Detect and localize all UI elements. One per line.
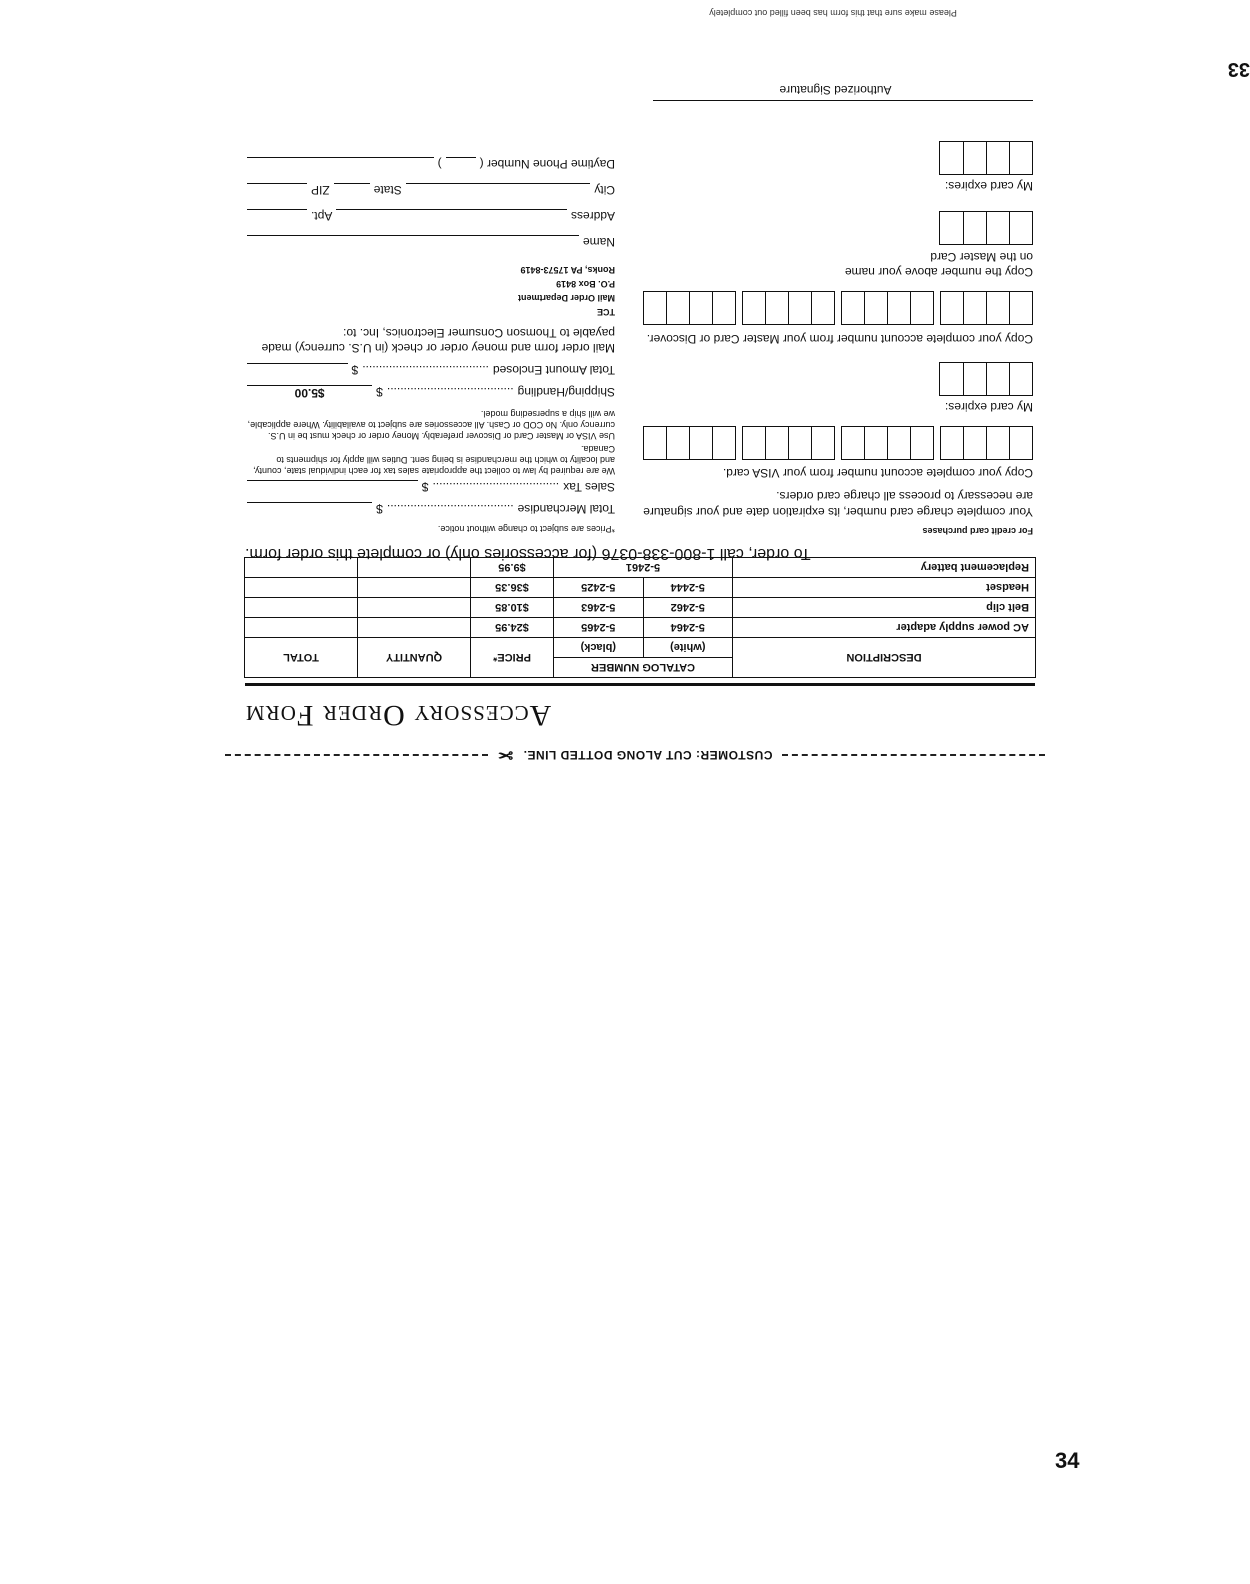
visa-number-boxes[interactable]	[638, 426, 1033, 460]
row-price: $9.95	[471, 558, 554, 578]
table-row	[245, 578, 1036, 598]
scissors-icon: ✂	[497, 745, 514, 766]
city-field[interactable]	[406, 183, 591, 184]
name-line	[247, 235, 615, 249]
zip-field[interactable]	[247, 183, 307, 184]
row-total-field[interactable]	[245, 618, 358, 638]
header-description: DESCRIPTION	[733, 638, 1036, 678]
row-price: $24.95	[471, 618, 554, 638]
credit-intro: Your complete charge card number, its expiration date and your signature are necessary to process all charge card orders.	[643, 489, 1033, 519]
row-total-field[interactable]	[245, 598, 358, 618]
enclosed-field[interactable]	[247, 363, 348, 364]
row-quantity-field[interactable]	[358, 598, 471, 618]
area-code-field[interactable]	[446, 157, 476, 158]
header-quantity: QUANTITY	[358, 638, 471, 678]
sales-tax-line: Sales Tax ...................................... $	[247, 480, 615, 494]
mc-number-boxes[interactable]	[638, 291, 1033, 325]
mc-expiry-boxes[interactable]	[939, 141, 1033, 175]
zip-label: ZIP	[311, 183, 330, 197]
state-field[interactable]	[334, 183, 370, 184]
mc-copy-label: Copy your complete account number from your Master Card or Discover.	[646, 332, 1033, 346]
row-white: 5-2444	[643, 578, 732, 598]
mail-instructions: Mail order form and money order or check (in U.S. currency) made payable to Thomson Consumer Electronics, Inc. to:	[261, 326, 615, 355]
table-row	[245, 618, 1036, 638]
name-field[interactable]	[247, 235, 579, 236]
cut-instruction: CUSTOMER: CUT ALONG DOTTED LINE.	[523, 748, 773, 762]
visa-expiry-boxes[interactable]	[939, 362, 1033, 396]
row-description: AC power supply adapter	[733, 618, 1036, 638]
page-number-upper: 33	[1227, 58, 1250, 80]
header-catalog: CATALOG NUMBER	[554, 658, 733, 678]
apt-field[interactable]	[247, 209, 307, 210]
tax-note: We are required by law to collect the appropriate sales tax for each individual state, county, and locality to which the merchandise is being sent. Duties will apply for shipments to Canada.	[253, 444, 615, 476]
name-label: Name	[582, 235, 615, 249]
shipping-line: Shipping/Handling ...................................... $ $5.00	[247, 385, 615, 400]
row-price: $10.85	[471, 598, 554, 618]
phone-field[interactable]	[247, 157, 434, 158]
row-description: Headset	[733, 578, 1036, 598]
city-label: City	[594, 183, 615, 197]
sales-tax-label: Sales Tax	[563, 480, 615, 494]
header-white: (white)	[643, 638, 732, 658]
page-number-lower: 34	[1055, 1448, 1080, 1473]
credit-card-section	[638, 83, 1033, 536]
merchandise-label: Total Merchandise	[517, 502, 615, 516]
mail-address: TCE Mail Order Department P.O. Box 8419 Ronks, PA 17573-8419	[517, 265, 615, 317]
row-description: Replacement battery	[733, 558, 1036, 578]
row-quantity-field[interactable]	[358, 618, 471, 638]
cut-line	[225, 740, 1045, 770]
row-white: 5-2464	[643, 618, 732, 638]
sales-tax-field[interactable]	[247, 480, 418, 481]
mc-name-label: Copy the number above your name on the Master Card	[844, 250, 1033, 279]
row-black: 5-2463	[554, 598, 644, 618]
row-quantity-field[interactable]	[358, 578, 471, 598]
shipping-amount: $5.00	[247, 385, 372, 400]
row-catalog: 5-2461	[554, 558, 733, 578]
phone-label: Daytime Phone Number (	[479, 157, 615, 171]
city-line	[247, 183, 615, 197]
state-label: State	[373, 183, 402, 197]
signature-line[interactable]	[653, 100, 1033, 101]
merchandise-field[interactable]	[247, 502, 372, 503]
table-row	[245, 598, 1036, 618]
visa-copy-label: Copy your complete account number from your VISA card.	[722, 466, 1033, 480]
phone-line: Daytime Phone Number ( )	[247, 157, 615, 171]
title-rule	[245, 683, 1035, 686]
row-price: $36.35	[471, 578, 554, 598]
footer-note: Please make sure that this form has been filled out completely	[709, 8, 957, 18]
row-black: 5-2465	[554, 618, 644, 638]
totals-section	[247, 157, 615, 534]
payment-note: Use VISA or Master Card or Discover preferably. Money order or check must be in U.S. currency only. No COD or Cash. All accessories are subject to availability. Where applicable, we will ship a superseding model.	[247, 409, 615, 441]
inverted-order-form-half	[225, 0, 1250, 770]
address-field[interactable]	[336, 209, 567, 210]
address-label: Address	[570, 209, 615, 223]
accessory-table	[244, 557, 1036, 678]
visa-expiry-label: My card expires:	[944, 400, 1033, 414]
form-title: Accessory Order Form	[245, 699, 552, 732]
mc-name-boxes[interactable]	[939, 211, 1033, 245]
mc-expiry-label: My card expires:	[944, 179, 1033, 193]
row-black: 5-2425	[554, 578, 644, 598]
credit-heading: For credit card purchases	[922, 526, 1033, 536]
enclosed-label: Total Amount Enclosed	[492, 363, 615, 377]
shipping-label: Shipping/Handling	[517, 385, 615, 399]
row-total-field[interactable]	[245, 578, 358, 598]
address-line	[247, 209, 615, 223]
apt-label: Apt.	[311, 209, 333, 223]
row-white: 5-2462	[643, 598, 732, 618]
header-price: PRICE*	[471, 638, 554, 678]
prices-note: *Prices are subject to change without notice.	[437, 524, 615, 534]
signature-label: Authorized Signature	[779, 83, 892, 97]
order-instructions: To order, call 1-800-338-0376 (for accessories only) or complete this order form.	[245, 545, 811, 562]
merchandise-line: Total Merchandise ...................................... $	[247, 502, 615, 516]
header-total: TOTAL	[245, 638, 358, 678]
row-description: Belt clip	[733, 598, 1036, 618]
header-black: (black)	[554, 638, 644, 658]
enclosed-line: Total Amount Enclosed ...................................... $	[247, 363, 615, 377]
